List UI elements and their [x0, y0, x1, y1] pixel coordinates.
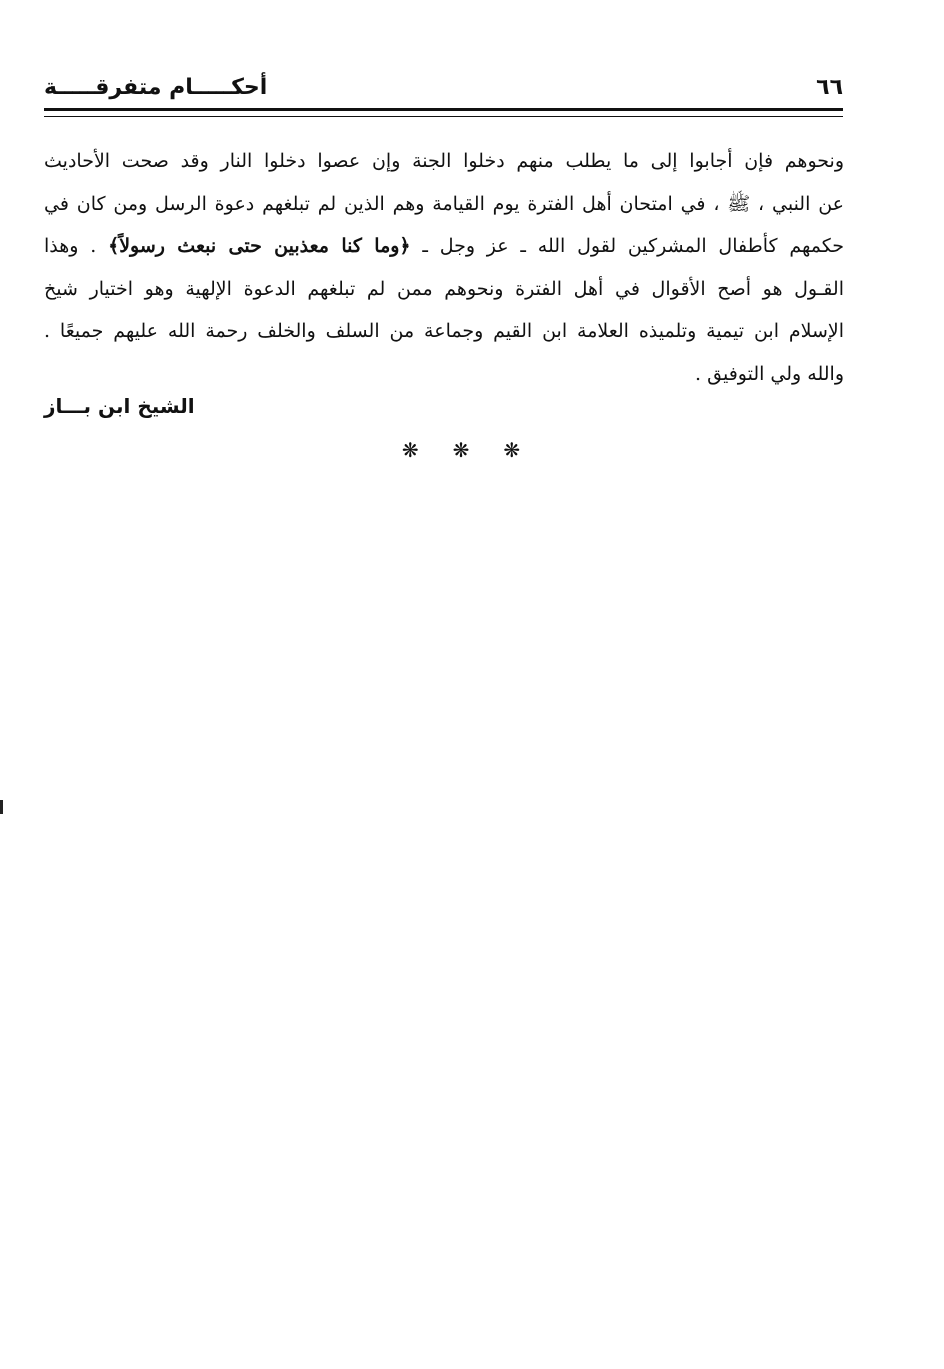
- text-line-6: والله ولي التوفيق .: [695, 362, 844, 385]
- page-header: [44, 70, 843, 104]
- text-line-3: [44, 225, 844, 268]
- header-rule-thin: [44, 116, 843, 117]
- body-text: [44, 140, 844, 395]
- quran-verse: ﴿وما كنا معذبين حتى نبعث رسولاً﴾: [108, 235, 411, 257]
- text-line-5: الإسلام ابن تيمية وتلميذه العلامة ابن القيم وجماعة من السلف والخلف رحمة الله عليهم جميعًا .: [44, 320, 844, 342]
- section-separator: [0, 438, 944, 462]
- asterism-icon: ❋: [503, 438, 543, 462]
- page-number: ٦٦: [816, 74, 843, 100]
- asterism-icon: ❋: [452, 438, 492, 462]
- author-signature: [44, 394, 344, 418]
- signature-text: الشيخ ابن بـــاز: [44, 394, 195, 418]
- scan-edge-mark: [0, 800, 3, 814]
- text-line-1: ونحوهم فإن أجابوا إلى ما يطلب منهم دخلوا الجنة وإن عصوا دخلوا النار وقد صحت الأحاديث: [44, 150, 844, 172]
- header-rule-thick: [44, 108, 843, 111]
- asterism-icon: ❋: [401, 438, 441, 462]
- text-line-4: القـول هو أصح الأقوال في أهل الفترة ونحوهم ممن لم تبلغهم الدعوة الإلهية وهو اختيار شيخ: [44, 277, 844, 300]
- text-line-3-suffix: . وهذا: [44, 235, 109, 257]
- text-line-2: عن النبي ، ﷺ ، في امتحان أهل الفترة يوم القيامة وهم الذين لم تبلغهم دعوة الرسل ومن كان في: [44, 192, 844, 215]
- running-title: أحكـــــام متفرقـــــة: [44, 74, 268, 100]
- text-line-3-prefix: حكمهم كأطفال المشركين لقول الله ـ عز وجل ـ: [410, 235, 844, 257]
